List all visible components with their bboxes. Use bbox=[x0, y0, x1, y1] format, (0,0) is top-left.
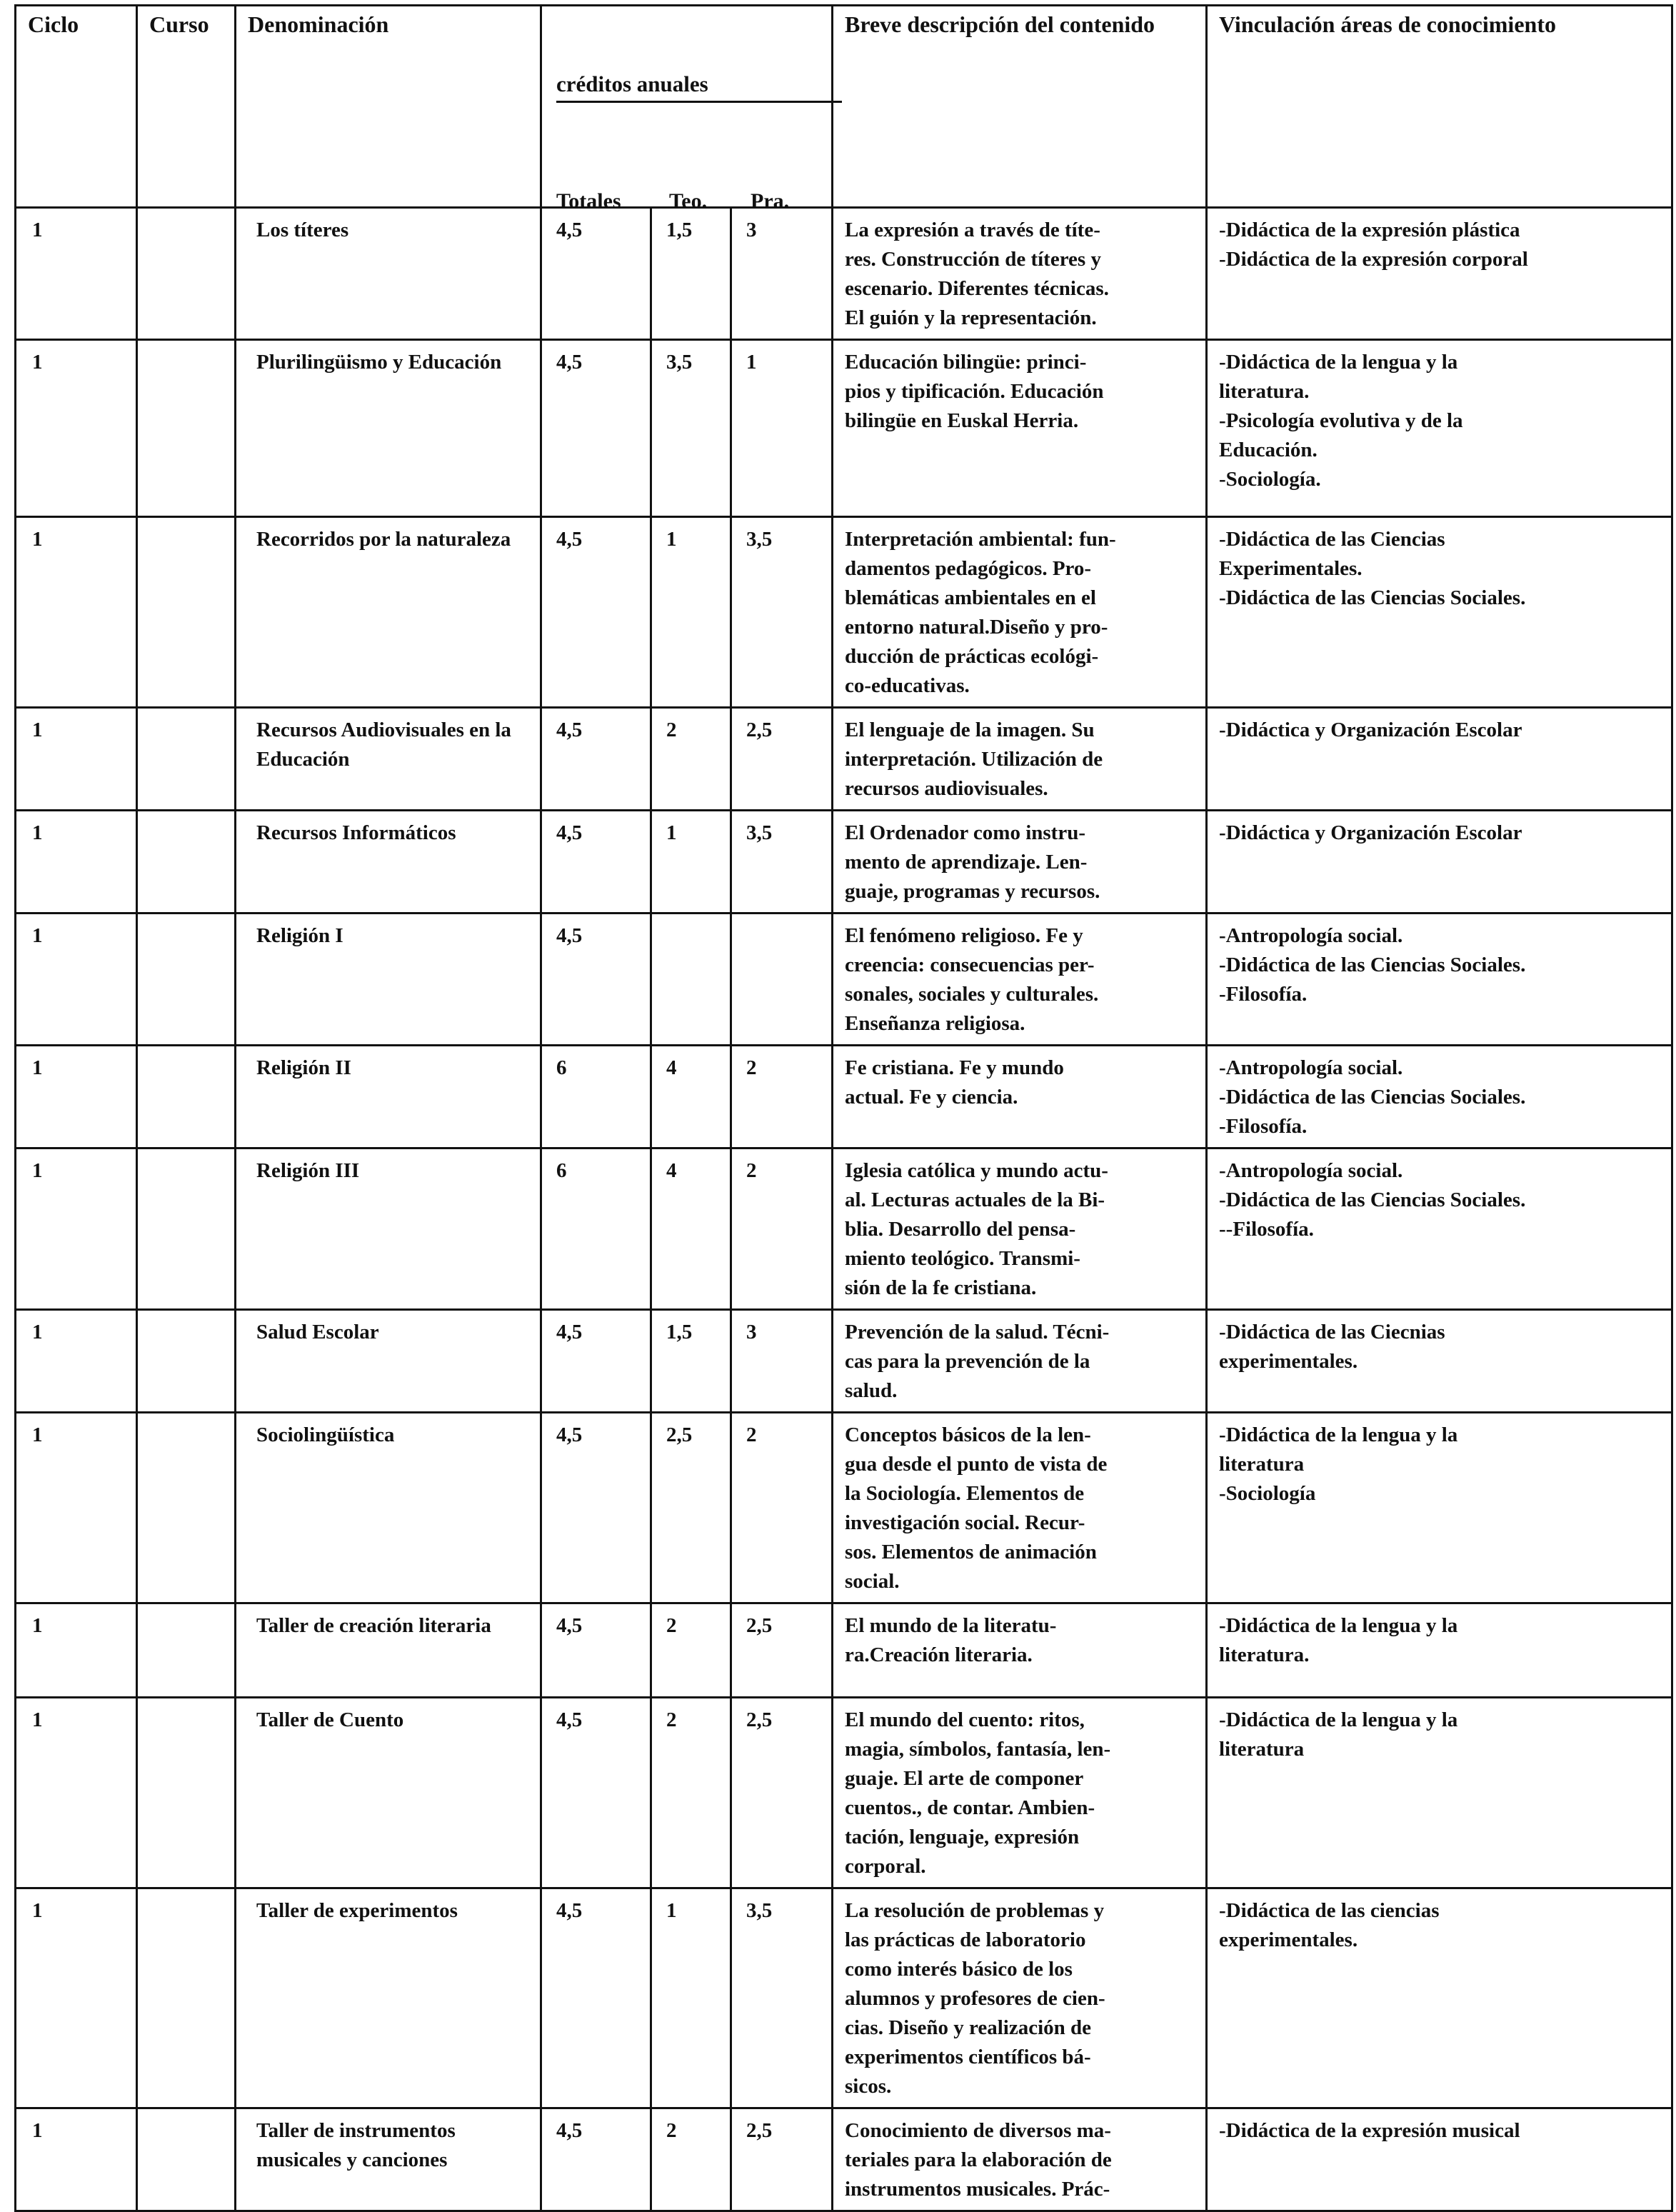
header-teo: Teo. bbox=[669, 189, 708, 213]
cell-descripcion-line: mento de aprendizaje. Len- bbox=[845, 851, 1088, 874]
cell-ciclo: 1 bbox=[16, 708, 137, 811]
cell-descripcion-line: La resolución de problemas y bbox=[845, 1899, 1105, 1922]
header-creditos bbox=[541, 6, 833, 213]
cell-denominacion: Plurilingüismo y Educación bbox=[236, 340, 541, 517]
cell-totales: 4,5 bbox=[541, 1603, 651, 1698]
cell-vinculacion-line: -Didáctica de las Ciencias Sociales. bbox=[1219, 586, 1526, 609]
cell-teo: 1,5 bbox=[651, 208, 731, 340]
cell-pra: 3 bbox=[731, 1310, 833, 1413]
cell-vinculacion bbox=[1207, 811, 1672, 914]
cell-totales: 4,5 bbox=[541, 1310, 651, 1413]
cell-descripcion-line: La expresión a través de títe- bbox=[845, 219, 1100, 241]
cell-ciclo: 1 bbox=[16, 2108, 137, 2211]
cell-curso bbox=[137, 914, 236, 1046]
cell-vinculacion bbox=[1207, 708, 1672, 811]
cell-descripcion-line: damentos pedagógicos. Pro- bbox=[845, 557, 1092, 580]
cell-vinculacion-line: -Antropología social. bbox=[1219, 1056, 1403, 1079]
cell-teo: 4 bbox=[651, 1046, 731, 1148]
cell-descripcion-line: recursos audiovisuales. bbox=[845, 777, 1048, 800]
cell-descripcion-line: ra.Creación literaria. bbox=[845, 1643, 1033, 1666]
cell-totales: 4,5 bbox=[541, 2108, 651, 2211]
cell-teo: 4 bbox=[651, 1148, 731, 1310]
table-row bbox=[16, 708, 1672, 811]
cell-vinculacion-line: -Didáctica de la lengua y la bbox=[1219, 1423, 1458, 1446]
header-creditos-rule bbox=[556, 101, 842, 103]
cell-curso bbox=[137, 1413, 236, 1603]
cell-descripcion bbox=[833, 1413, 1207, 1603]
cell-teo: 2 bbox=[651, 1603, 731, 1698]
header-creditos-label: créditos anuales bbox=[556, 71, 708, 96]
cell-vinculacion-line: -Didáctica de las Ciencias Sociales. bbox=[1219, 1086, 1526, 1108]
cell-vinculacion-line: -Didáctica de la lengua y la bbox=[1219, 1614, 1458, 1637]
cell-vinculacion-line: -Didáctica de las ciencias bbox=[1219, 1899, 1440, 1922]
header-pra: Pra. bbox=[751, 189, 790, 213]
cell-vinculacion bbox=[1207, 1046, 1672, 1148]
cell-vinculacion-line: -Didáctica y Organización Escolar bbox=[1219, 719, 1522, 741]
header-ciclo: Ciclo bbox=[16, 6, 137, 208]
cell-descripcion-line: sión de la fe cristiana. bbox=[845, 1276, 1037, 1299]
cell-denominacion: Recursos Audiovisuales en la Educación bbox=[236, 708, 541, 811]
cell-denominacion: Taller de creación literaria bbox=[236, 1603, 541, 1698]
cell-pra: 2,5 bbox=[731, 708, 833, 811]
table-row bbox=[16, 1603, 1672, 1698]
cell-totales: 4,5 bbox=[541, 708, 651, 811]
cell-ciclo: 1 bbox=[16, 340, 137, 517]
cell-pra: 2,5 bbox=[731, 1698, 833, 1888]
curriculum-table bbox=[14, 4, 1673, 2212]
cell-descripcion-line: las prácticas de laboratorio bbox=[845, 1928, 1086, 1951]
table-row bbox=[16, 2108, 1672, 2211]
cell-descripcion-line: El fenómeno religioso. Fe y bbox=[845, 924, 1083, 947]
cell-denominacion: Recursos Informáticos bbox=[236, 811, 541, 914]
cell-teo: 3,5 bbox=[651, 340, 731, 517]
cell-totales: 4,5 bbox=[541, 1888, 651, 2108]
header-totales: Totales bbox=[556, 189, 621, 213]
cell-denominacion: Salud Escolar bbox=[236, 1310, 541, 1413]
cell-descripcion-line: creencia: consecuencias per- bbox=[845, 954, 1095, 976]
cell-teo: 2 bbox=[651, 1698, 731, 1888]
cell-descripcion-line: experimentos científicos bá- bbox=[845, 2046, 1091, 2068]
cell-descripcion-line: guaje. El arte de componer bbox=[845, 1767, 1084, 1790]
cell-totales: 4,5 bbox=[541, 914, 651, 1046]
cell-descripcion-line: guaje, programas y recursos. bbox=[845, 880, 1100, 903]
header-row bbox=[16, 6, 1672, 208]
table-row bbox=[16, 1413, 1672, 1603]
cell-descripcion bbox=[833, 208, 1207, 340]
cell-descripcion-line: ducción de prácticas ecológi- bbox=[845, 645, 1099, 668]
cell-totales: 4,5 bbox=[541, 811, 651, 914]
cell-descripcion bbox=[833, 340, 1207, 517]
cell-curso bbox=[137, 1148, 236, 1310]
table-row bbox=[16, 1310, 1672, 1413]
cell-descripcion-line: actual. Fe y ciencia. bbox=[845, 1086, 1018, 1108]
cell-curso bbox=[137, 1310, 236, 1413]
cell-vinculacion-line: Educación. bbox=[1219, 439, 1318, 461]
cell-denominacion: Recorridos por la naturaleza bbox=[236, 517, 541, 708]
cell-vinculacion-line: experimentales. bbox=[1219, 1350, 1358, 1373]
header-curso: Curso bbox=[137, 6, 236, 208]
cell-descripcion-line: gua desde el punto de vista de bbox=[845, 1453, 1108, 1476]
table-body bbox=[16, 208, 1672, 2211]
cell-totales: 4,5 bbox=[541, 208, 651, 340]
cell-totales: 6 bbox=[541, 1046, 651, 1148]
cell-pra: 3,5 bbox=[731, 517, 833, 708]
cell-curso bbox=[137, 2108, 236, 2211]
cell-descripcion-line: Interpretación ambiental: fun- bbox=[845, 528, 1116, 551]
cell-pra: 2,5 bbox=[731, 2108, 833, 2211]
cell-vinculacion-line: -Didáctica de las Ciencias bbox=[1219, 528, 1445, 551]
cell-totales: 4,5 bbox=[541, 340, 651, 517]
cell-teo: 1 bbox=[651, 1888, 731, 2108]
cell-denominacion: Sociolingüística bbox=[236, 1413, 541, 1603]
cell-descripcion-line: la Sociología. Elementos de bbox=[845, 1482, 1085, 1505]
cell-vinculacion bbox=[1207, 1148, 1672, 1310]
cell-totales: 6 bbox=[541, 1148, 651, 1310]
cell-curso bbox=[137, 1888, 236, 2108]
cell-pra: 2 bbox=[731, 1046, 833, 1148]
cell-vinculacion bbox=[1207, 517, 1672, 708]
cell-vinculacion-line: -Didáctica de las Ciencias Sociales. bbox=[1219, 1188, 1526, 1211]
cell-vinculacion-line: -Didáctica de la lengua y la bbox=[1219, 1708, 1458, 1731]
cell-descripcion bbox=[833, 517, 1207, 708]
cell-descripcion-line: cas para la prevención de la bbox=[845, 1350, 1090, 1373]
cell-descripcion-line: El lenguaje de la imagen. Su bbox=[845, 719, 1095, 741]
cell-descripcion-line: El Ordenador como instru- bbox=[845, 821, 1085, 844]
cell-ciclo: 1 bbox=[16, 1888, 137, 2108]
cell-vinculacion-line: Experimentales. bbox=[1219, 557, 1363, 580]
header-descripcion: Breve descripción del contenido bbox=[833, 6, 1207, 208]
cell-descripcion-line: blia. Desarrollo del pensa- bbox=[845, 1218, 1076, 1241]
cell-vinculacion-line: -Filosofía. bbox=[1219, 1115, 1308, 1138]
cell-curso bbox=[137, 708, 236, 811]
cell-vinculacion bbox=[1207, 914, 1672, 1046]
cell-vinculacion bbox=[1207, 1310, 1672, 1413]
document-page bbox=[14, 4, 1671, 2201]
cell-ciclo: 1 bbox=[16, 914, 137, 1046]
cell-descripcion-line: cias. Diseño y realización de bbox=[845, 2016, 1092, 2039]
cell-descripcion-line: Fe cristiana. Fe y mundo bbox=[845, 1056, 1064, 1079]
cell-vinculacion-line: -Didáctica de la expresión plástica bbox=[1219, 219, 1520, 241]
cell-ciclo: 1 bbox=[16, 1413, 137, 1603]
cell-descripcion-line: El mundo del cuento: ritos, bbox=[845, 1708, 1085, 1731]
cell-curso bbox=[137, 811, 236, 914]
cell-descripcion-line: salud. bbox=[845, 1379, 898, 1402]
cell-vinculacion bbox=[1207, 1888, 1672, 2108]
cell-ciclo: 1 bbox=[16, 517, 137, 708]
header-vinculacion: Vinculación áreas de conocimiento bbox=[1207, 6, 1672, 208]
cell-descripcion-line: investigación social. Recur- bbox=[845, 1511, 1085, 1534]
cell-pra: 3,5 bbox=[731, 1888, 833, 2108]
cell-vinculacion bbox=[1207, 1698, 1672, 1888]
cell-descripcion-line: sonales, sociales y culturales. bbox=[845, 983, 1099, 1006]
table-row bbox=[16, 208, 1672, 340]
cell-denominacion: Taller de experimentos bbox=[236, 1888, 541, 2108]
cell-curso bbox=[137, 517, 236, 708]
table-row bbox=[16, 517, 1672, 708]
cell-descripcion bbox=[833, 811, 1207, 914]
cell-curso bbox=[137, 1603, 236, 1698]
cell-denominacion: Los títeres bbox=[236, 208, 541, 340]
header-denominacion: Denominación bbox=[236, 6, 541, 208]
table-row bbox=[16, 1046, 1672, 1148]
cell-vinculacion bbox=[1207, 208, 1672, 340]
cell-descripcion bbox=[833, 1698, 1207, 1888]
cell-descripcion-line: corporal. bbox=[845, 1855, 926, 1878]
cell-denominacion: Religión II bbox=[236, 1046, 541, 1148]
cell-pra: 3,5 bbox=[731, 811, 833, 914]
cell-denominacion: Religión I bbox=[236, 914, 541, 1046]
cell-ciclo: 1 bbox=[16, 1310, 137, 1413]
cell-vinculacion-line: --Filosofía. bbox=[1219, 1218, 1314, 1241]
table-row bbox=[16, 811, 1672, 914]
cell-descripcion-line: teriales para la elaboración de bbox=[845, 2148, 1112, 2171]
cell-teo bbox=[651, 914, 731, 1046]
cell-descripcion-line: bilingüe en Euskal Herria. bbox=[845, 409, 1079, 432]
cell-totales: 4,5 bbox=[541, 1413, 651, 1603]
cell-ciclo: 1 bbox=[16, 811, 137, 914]
cell-descripcion bbox=[833, 1888, 1207, 2108]
cell-descripcion-line: sicos. bbox=[845, 2075, 892, 2098]
cell-descripcion-line: interpretación. Utilización de bbox=[845, 748, 1103, 771]
table-row bbox=[16, 914, 1672, 1046]
cell-descripcion-line: instrumentos musicales. Prác- bbox=[845, 2178, 1110, 2201]
cell-descripcion-line: miento teológico. Transmi- bbox=[845, 1247, 1080, 1270]
cell-vinculacion-line: literatura bbox=[1219, 1453, 1305, 1476]
cell-vinculacion-line: -Didáctica de la lengua y la bbox=[1219, 351, 1458, 374]
cell-ciclo: 1 bbox=[16, 1698, 137, 1888]
cell-vinculacion bbox=[1207, 340, 1672, 517]
cell-vinculacion-line: -Didáctica de la expresión musical bbox=[1219, 2119, 1520, 2142]
cell-descripcion bbox=[833, 1046, 1207, 1148]
cell-ciclo: 1 bbox=[16, 1148, 137, 1310]
cell-pra: 3 bbox=[731, 208, 833, 340]
cell-descripcion-line: como interés básico de los bbox=[845, 1958, 1073, 1981]
cell-descripcion-line: cuentos., de contar. Ambien- bbox=[845, 1796, 1095, 1819]
cell-ciclo: 1 bbox=[16, 1603, 137, 1698]
cell-descripcion-line: Enseñanza religiosa. bbox=[845, 1012, 1025, 1035]
cell-descripcion-line: escenario. Diferentes técnicas. bbox=[845, 277, 1109, 300]
cell-pra: 2 bbox=[731, 1148, 833, 1310]
cell-descripcion-line: alumnos y profesores de cien- bbox=[845, 1987, 1105, 2010]
cell-vinculacion-line: -Sociología. bbox=[1219, 468, 1321, 491]
cell-vinculacion-line: -Antropología social. bbox=[1219, 924, 1403, 947]
cell-descripcion-line: Educación bilingüe: princi- bbox=[845, 351, 1087, 374]
cell-descripcion-line: Prevención de la salud. Técni- bbox=[845, 1321, 1110, 1343]
cell-descripcion bbox=[833, 914, 1207, 1046]
cell-vinculacion bbox=[1207, 1413, 1672, 1603]
cell-vinculacion bbox=[1207, 1603, 1672, 1698]
cell-descripcion bbox=[833, 1310, 1207, 1413]
cell-teo: 1 bbox=[651, 811, 731, 914]
cell-vinculacion-line: literatura bbox=[1219, 1738, 1305, 1761]
cell-vinculacion-line: literatura. bbox=[1219, 1643, 1310, 1666]
cell-descripcion bbox=[833, 1148, 1207, 1310]
cell-descripcion bbox=[833, 2108, 1207, 2211]
cell-teo: 1 bbox=[651, 517, 731, 708]
cell-descripcion-line: pios y tipificación. Educación bbox=[845, 380, 1104, 403]
cell-descripcion-line: co-educativas. bbox=[845, 674, 970, 697]
cell-vinculacion-line: -Didáctica de las Ciencias Sociales. bbox=[1219, 954, 1526, 976]
cell-vinculacion-line: -Psicología evolutiva y de la bbox=[1219, 409, 1463, 432]
cell-curso bbox=[137, 1046, 236, 1148]
table-row bbox=[16, 340, 1672, 517]
cell-curso bbox=[137, 208, 236, 340]
cell-vinculacion-line: experimentales. bbox=[1219, 1928, 1358, 1951]
cell-teo: 2,5 bbox=[651, 1413, 731, 1603]
cell-descripcion-line: entorno natural.Diseño y pro- bbox=[845, 616, 1108, 639]
cell-descripcion-line: El guión y la representación. bbox=[845, 306, 1097, 329]
table-row bbox=[16, 1888, 1672, 2108]
cell-vinculacion-line: -Didáctica de las Ciecnias bbox=[1219, 1321, 1445, 1343]
cell-vinculacion bbox=[1207, 2108, 1672, 2211]
cell-descripcion-line: Conocimiento de diversos ma- bbox=[845, 2119, 1111, 2142]
cell-teo: 1,5 bbox=[651, 1310, 731, 1413]
cell-descripcion-line: social. bbox=[845, 1570, 900, 1593]
cell-curso bbox=[137, 340, 236, 517]
cell-vinculacion-line: -Didáctica y Organización Escolar bbox=[1219, 821, 1522, 844]
cell-descripcion-line: al. Lecturas actuales de la Bi- bbox=[845, 1188, 1105, 1211]
cell-descripcion-line: res. Construcción de títeres y bbox=[845, 248, 1101, 271]
cell-pra: 2,5 bbox=[731, 1603, 833, 1698]
cell-totales: 4,5 bbox=[541, 517, 651, 708]
cell-vinculacion-line: -Sociología bbox=[1219, 1482, 1316, 1505]
table-row bbox=[16, 1698, 1672, 1888]
cell-denominacion: Taller de Cuento bbox=[236, 1698, 541, 1888]
cell-descripcion-line: sos. Elementos de animación bbox=[845, 1541, 1097, 1563]
cell-totales: 4,5 bbox=[541, 1698, 651, 1888]
table-row bbox=[16, 1148, 1672, 1310]
cell-descripcion-line: Conceptos básicos de la len- bbox=[845, 1423, 1091, 1446]
cell-descripcion bbox=[833, 708, 1207, 811]
cell-descripcion-line: Iglesia católica y mundo actu- bbox=[845, 1159, 1108, 1182]
cell-teo: 2 bbox=[651, 708, 731, 811]
cell-pra bbox=[731, 914, 833, 1046]
cell-vinculacion-line: -Antropología social. bbox=[1219, 1159, 1403, 1182]
cell-descripcion-line: El mundo de la literatu- bbox=[845, 1614, 1057, 1637]
cell-curso bbox=[137, 1698, 236, 1888]
cell-pra: 2 bbox=[731, 1413, 833, 1603]
cell-vinculacion-line: -Filosofía. bbox=[1219, 983, 1308, 1006]
cell-vinculacion-line: -Didáctica de la expresión corporal bbox=[1219, 248, 1528, 271]
cell-descripcion-line: blemáticas ambientales en el bbox=[845, 586, 1096, 609]
cell-teo: 2 bbox=[651, 2108, 731, 2211]
cell-denominacion: Religión III bbox=[236, 1148, 541, 1310]
cell-descripcion bbox=[833, 1603, 1207, 1698]
cell-ciclo: 1 bbox=[16, 1046, 137, 1148]
cell-denominacion: Taller de instrumentos musicales y canciones bbox=[236, 2108, 541, 2211]
cell-vinculacion-line: literatura. bbox=[1219, 380, 1310, 403]
cell-descripcion-line: magia, símbolos, fantasía, len- bbox=[845, 1738, 1111, 1761]
cell-pra: 1 bbox=[731, 340, 833, 517]
cell-descripcion-line: tación, lenguaje, expresión bbox=[845, 1826, 1080, 1848]
cell-ciclo: 1 bbox=[16, 208, 137, 340]
